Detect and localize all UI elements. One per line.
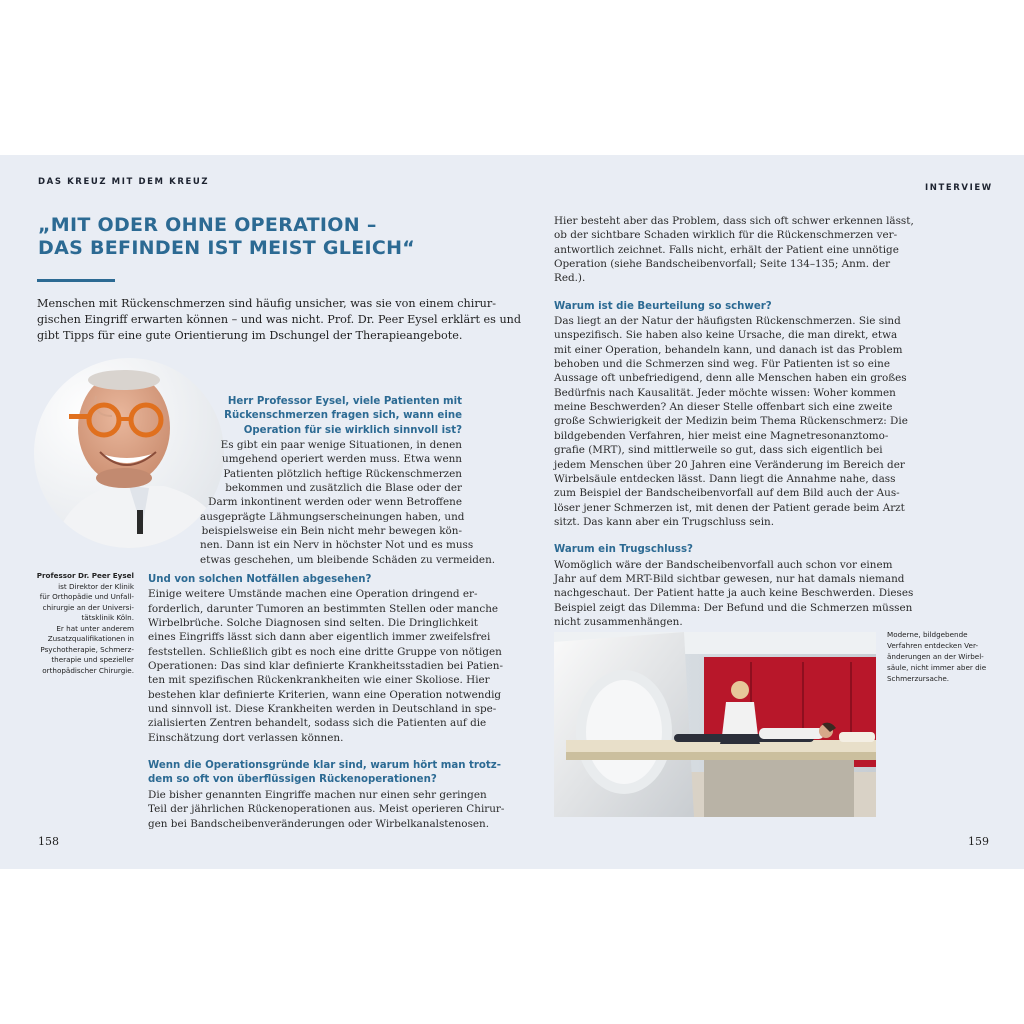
article-intro [37, 296, 522, 345]
answer-line: umgehend operiert werden muss. Etwa wenn [222, 453, 462, 466]
answer-line: Womöglich wäre der Bandscheibenvorfall auch schon vor einem [554, 558, 893, 571]
right-column [554, 214, 914, 629]
question-line: dem so oft von überflüssigen Rückenoperationen? [148, 774, 437, 786]
answer-line: zialisierten Zentren behandelt, sodass sich die Patienten auf die [148, 717, 487, 730]
headline-line: „MIT ODER OHNE OPERATION – [38, 214, 377, 236]
answer-line: Jahr auf dem MRT-Bild sichtbar gewesen, nur hat damals niemand [554, 572, 905, 585]
qa-block-1 [200, 395, 496, 567]
answer-line: sitzt. Das kann aber ein Trugschluss sein. [554, 515, 775, 528]
question-line: Rückenschmerzen fragen sich, wann eine [224, 410, 462, 422]
caption-line: orthopädischer Chirurgie. [42, 665, 134, 675]
page-number-left: 158 [38, 835, 59, 848]
answer-line: ten mit spezifischen Rückenkrankheiten wie einer Skoliose. Hier [148, 674, 490, 687]
answer-line: Einige weitere Umstände machen eine Operation dringend er- [148, 588, 478, 601]
answer-line: Aussage oft unbefriedigend, denn alle Menschen haben ein großes [554, 372, 907, 385]
answer-line: Das liegt an der Natur der häufigsten Rückenschmerzen. Sie sind [554, 315, 901, 328]
book-spread [0, 155, 1024, 869]
portrait-caption [30, 571, 134, 676]
caption-line: therapie und spezieller [51, 655, 134, 664]
answer-line: nachgeschaut. Der Patient hatte ja auch keine Beschwerden. Dieses [554, 587, 914, 600]
article-headline [38, 214, 498, 260]
caption-line: änderungen an der Wirbel- [887, 651, 984, 661]
mri-photo [554, 632, 876, 817]
question-line: Warum ein Trugschluss? [554, 544, 693, 556]
answer-line: Darm inkontinent werden oder wenn Betroffene [208, 496, 462, 509]
caption-line: Schmerzursache. [887, 673, 950, 683]
answer-line: etwas geschehen, um bleibende Schäden zu vermeiden. [200, 553, 496, 566]
question-line: Warum ist die Beurteilung so schwer? [554, 300, 772, 312]
answer-line: löser jener Schmerzen ist, mit denen der Patient gerade beim Arzt [554, 501, 905, 514]
body-line: antwortlich zeichnet. Falls nicht, erhält der Patient eine unnötige [554, 243, 899, 256]
answer-line: behoben und die Schmerzen sind weg. Für Patienten ist so eine [554, 358, 891, 371]
answer-line: feststellen. Schließlich gibt es noch eine dritte Gruppe von nötigen [148, 645, 502, 658]
answer-line: große Schwierigkeit der Medizin beim Thema Rückenschmerz: Die [554, 415, 908, 428]
answer-line: Bedürfnis nach Kausalität. Jeder möchte wissen: Woher kommen [554, 386, 896, 399]
answer-line: bildgebenden Verfahren, hier meist eine Magnetresonanztomo- [554, 429, 889, 442]
answer-line: unspezifisch. Sie haben also keine Ursache, die man direkt, etwa [554, 329, 898, 342]
answer-line: Die bisher genannten Eingriffe machen nur einen sehr geringen [148, 788, 487, 801]
question-line: Herr Professor Eysel, viele Patienten mit [227, 396, 462, 407]
answer-line: Patienten plötzlich heftige Rückenschmerzen [223, 467, 462, 480]
question-line: Operation für sie wirklich sinnvoll ist? [243, 424, 462, 436]
caption-line: Verfahren entdecken Ver- [887, 640, 979, 650]
answer-line: ausgeprägte Lähmungserscheinungen haben, und [200, 510, 465, 523]
page-number-right: 159 [968, 835, 989, 848]
question-line: Und von solchen Notfällen abgesehen? [148, 574, 372, 585]
photo-caption [887, 630, 997, 685]
caption-line: chirurgie an der Universi- [42, 602, 134, 612]
caption-line: tätsklinik Köln. [81, 613, 134, 622]
answer-line: gen bei Bandscheibenveränderungen oder Wirbelkanalstenosen. [148, 817, 490, 830]
running-head-left: DAS KREUZ MIT DEM KREUZ [38, 177, 210, 187]
body-line: Hier besteht aber das Problem, dass sich oft schwer erkennen lässt, [554, 215, 914, 227]
answer-line: meine Beschwerden? An dieser Stelle offenbart sich eine zweite [554, 401, 893, 414]
body-line: Operation (siehe Bandscheibenvorfall; Seite 134–135; Anm. der [554, 258, 891, 271]
caption-line: Zusatzqualifikationen in [47, 634, 134, 643]
answer-line: Es gibt ein paar wenige Situationen, in denen [220, 439, 462, 452]
answer-line: Teil der jährlichen Rückenoperationen aus. Meist operieren Chirur- [148, 803, 505, 816]
caption-line: Moderne, bildgebende [887, 630, 968, 639]
answer-line: grafie (MRT), sind mittlerweile so gut, dass sich eigentlich bei [554, 444, 883, 457]
headline-rule [37, 279, 115, 282]
caption-line: ist Direktor der Klinik [58, 581, 134, 591]
answer-line: nen. Dann ist ein Nerv in höchster Not und es muss [200, 539, 474, 552]
answer-line: zum Beispiel der Bandscheibenvorfall auf dem Bild auch der Aus- [554, 487, 900, 500]
body-line: ob der sichtbare Schaden wirklich für die Rückenschmerzen ver- [554, 229, 898, 242]
answer-line: jedem Menschen über 20 Jahren eine Veränderung im Bereich der [554, 458, 905, 471]
caption-line: säule, nicht immer aber die [887, 662, 987, 672]
answer-line: Wirbelsäule entdecken lässt. Dann liegt die Annahme nahe, dass [554, 472, 896, 485]
caption-line: Er hat unter anderem [56, 623, 134, 633]
caption-name: Professor Dr. Peer Eysel [36, 571, 134, 580]
running-head-right: INTERVIEW [925, 183, 993, 193]
intro-line: Menschen mit Rückenschmerzen sind häufig unsicher, was sie von einem chirur- [37, 297, 497, 310]
caption-line: für Orthopädie und Unfall- [39, 592, 134, 601]
answer-line: Wirbelbrüche. Solche Diagnosen sind selten. Die Dringlichkeit [148, 617, 478, 630]
answer-line: Operationen: Das sind klar definierte Krankheitsstadien bei Patien- [148, 660, 504, 673]
caption-line: Psychotherapie, Schmerz- [40, 644, 134, 654]
answer-line: bekommen und zusätzlich die Blase oder der [225, 482, 462, 495]
body-line: Red.). [554, 272, 586, 285]
left-column [148, 573, 505, 831]
answer-line: und sinnvoll ist. Diese Krankheiten werden in Deutschland in spe- [148, 703, 497, 716]
answer-line: mit einer Operation, behandeln kann, und danach ist das Problem [554, 343, 903, 356]
answer-line: Beispiel zeigt das Dilemma: Der Befund und die Schmerzen müssen [554, 601, 913, 614]
portrait-photo [34, 358, 224, 548]
answer-line: beispielsweise ein Bein nicht mehr bewegen kön- [201, 525, 462, 538]
question-line: Wenn die Operationsgründe klar sind, warum hört man trotz- [148, 760, 501, 772]
answer-line: nicht zusammenhängen. [554, 615, 683, 628]
answer-line: forderlich, darunter Tumoren an bestimmten Stellen oder manche [148, 602, 499, 615]
intro-line: gibt Tipps für eine gute Orientierung im Dschungel der Therapieangebote. [37, 329, 463, 343]
intro-line: gischen Eingriff erwarten können – und was nicht. Prof. Dr. Peer Eysel erklärt es und [37, 313, 522, 327]
headline-line: DAS BEFINDEN IST MEIST GLEICH“ [38, 237, 416, 259]
answer-line: eines Eingriffs lässt sich dann aber eigentlich immer zweifelsfrei [148, 631, 491, 644]
answer-line: bestehen klar definierte Kriterien, wann eine Operation notwendig [148, 688, 502, 701]
answer-line: Einschätzung dort verlassen können. [148, 731, 344, 744]
